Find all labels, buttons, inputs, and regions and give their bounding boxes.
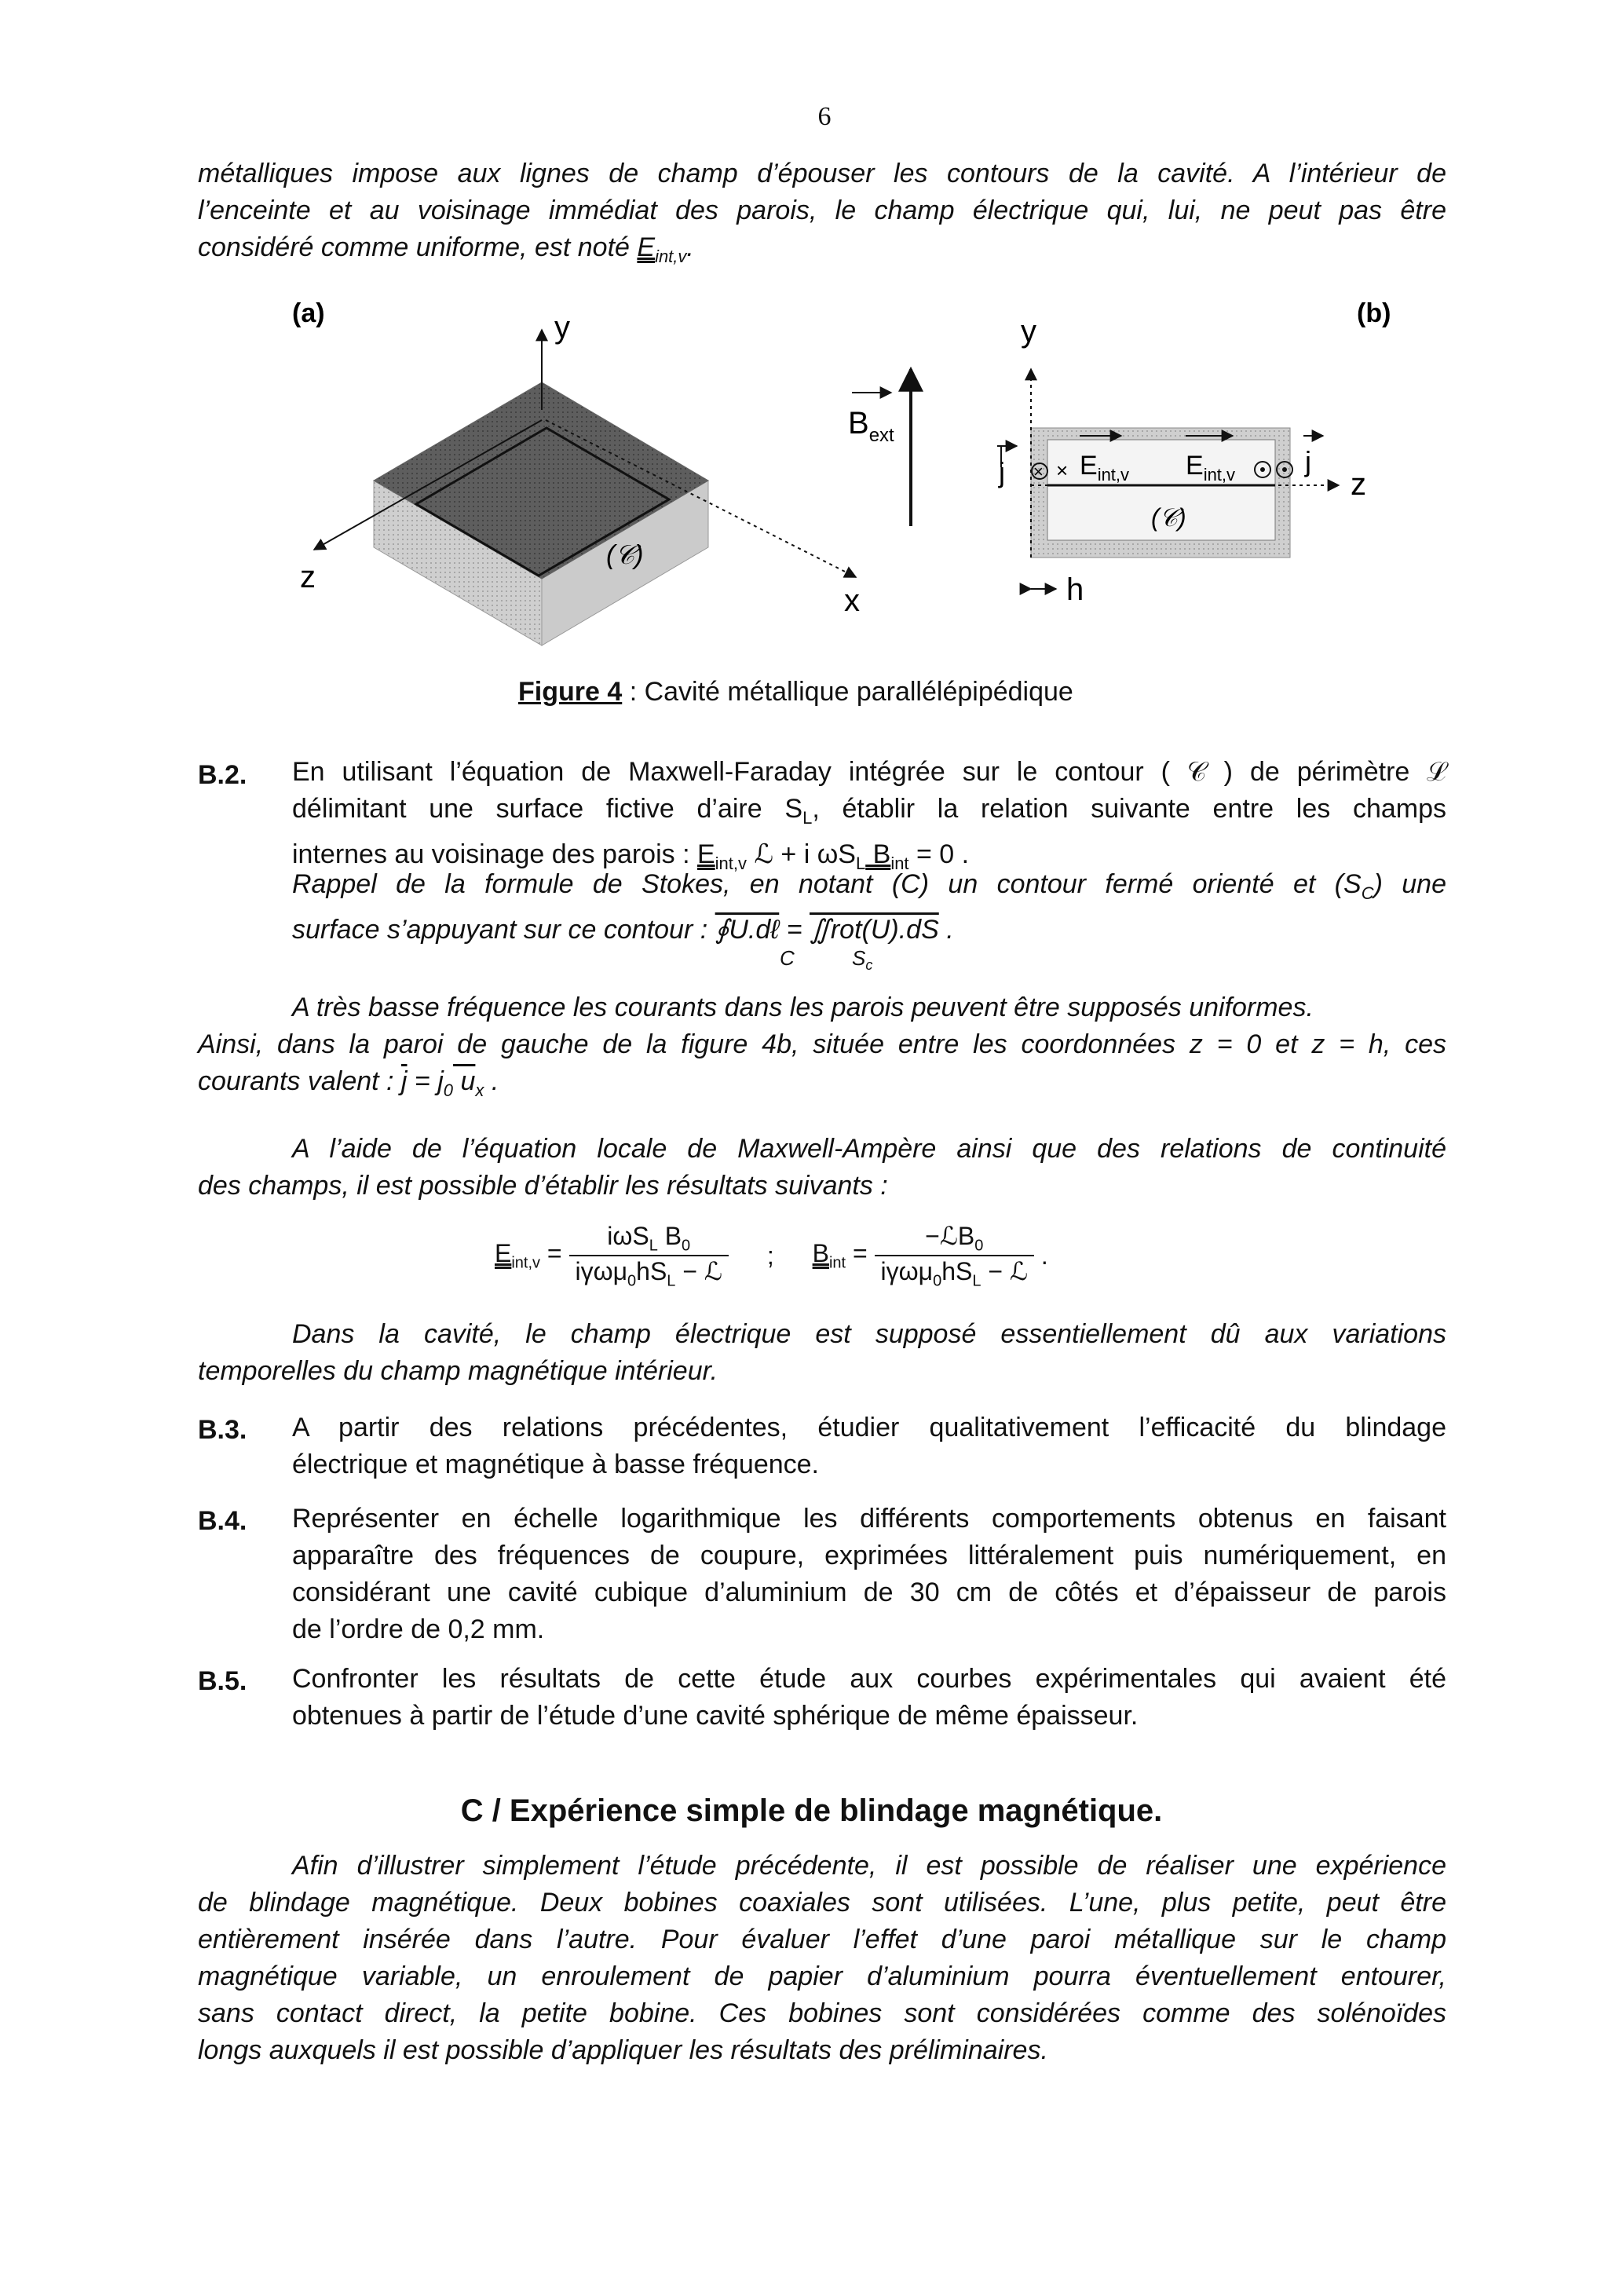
cavity-paragraph (198, 1316, 1446, 1390)
cavity-cross-section (997, 369, 1339, 589)
section-c-line-3: entièrement insérée dans l’autre. Pour évaluer l’effet d’une paroi métallique sur le champ (198, 1925, 1446, 1954)
b4-line-3: considérant une cavité cubique d’aluminium de 30 cm de côtés et d’épaisseur de parois (292, 1578, 1446, 1607)
b4-label: B.4. (198, 1506, 247, 1536)
low-frequency-paragraph (198, 989, 1446, 1109)
b2-line-2: délimitant une surface fictive d’aire $S_L$, établir la relation suivante entre les champs (292, 794, 1446, 828)
b2-line-1: En utilisant l’équation de Maxwell-Faraday intégrée sur le contour ( 𝒞 ) de périmètre ℒ (292, 757, 1446, 787)
b3-line-2: électrique et magnétique à basse fréquence. (292, 1450, 820, 1479)
h-label: h (1066, 572, 1084, 607)
stokes-line-1: Rappel de la formule de Stokes, en notant (C) un contour fermé orienté et $(S_C)$ une (292, 869, 1446, 903)
axis-y-b: y (1021, 314, 1036, 349)
formula-e-int-fraction: $\frac{i\omega S_L B_0}{i\gamma\omega\mu_0hS_L - ℒ}$ (569, 1222, 729, 1291)
contour-label-a: (𝒞) (606, 540, 644, 570)
b5-label: B.5. (198, 1666, 247, 1696)
low-line-3: courants valent : $\overline{j} = j_0$ $u_x$ . (198, 1066, 499, 1100)
axis-x-a: x (844, 583, 860, 618)
intro-line-2: l’enceinte et au voisinage immédiat des parois, le champ électrique qui, lui, ne peut pas être (198, 196, 1446, 225)
figure-caption (518, 677, 1073, 707)
low-line-2: Ainsi, dans la paroi de gauche de la figure 4b, située entre les coordonnées z = 0 et z = h, ces (198, 1029, 1446, 1059)
stokes-reminder (292, 866, 1446, 949)
formula-b-int: $B_{int}$ = (812, 1239, 868, 1272)
section-c-line-4: magnétique variable, un enroulement de papier d’aluminium pourra éventuellement entourer, (198, 1961, 1446, 1991)
section-c-line-6: longs auxquels il est possible d’appliquer les résultats des préliminaires. (198, 2035, 1048, 2065)
stokes-formula: ∮U.dℓ = ∬rot(U).dS . (715, 914, 954, 945)
stokes-contour-c: C (780, 946, 795, 970)
b4-line-1: Représenter en échelle logarithmique les différents comportements obtenus en faisant (292, 1504, 1446, 1534)
svg-text:×: × (1056, 459, 1069, 482)
field-formulas: $E_{int,v}$ = $\frac{i\omega S_L B_0}{i\gamma\omega\mu_0hS_L - ℒ}$ ; $B_{int}$ = $\frac{-ℒB_0}{i\gamma\omega\mu_0hS_L - ℒ}$ . (495, 1221, 1048, 1290)
ampere-line-2: des champs, il est possible d’établir les résultats suivants : (198, 1171, 888, 1201)
figure-4 (0, 0, 1623, 675)
b4-line-2: apparaître des fréquences de coupure, exprimées littéralement puis numériquement, en (292, 1541, 1446, 1570)
stokes-line-2: surface s’appuyant sur ce contour : ∮U.dℓ = ∬rot(U).dS . (292, 914, 954, 945)
b2-equation: E (696, 839, 715, 869)
axis-y-a: y (554, 310, 570, 345)
b5-line-2: obtenues à partir de l’étude d’une cavité sphérique de même épaisseur. (292, 1701, 1139, 1731)
section-c-paragraph (198, 1848, 1446, 2069)
e-int-label-right: $E_{int,v}$ (1186, 451, 1236, 484)
ampere-paragraph (198, 1131, 1446, 1205)
b4-line-4: de l’ordre de 0,2 mm. (292, 1614, 545, 1644)
figure-label-b: (b) (1357, 298, 1391, 328)
b-ext-label: $B_{ext}$ (848, 406, 894, 446)
b2-label: B.2. (198, 760, 247, 790)
contour-label-b: (𝒞) (1151, 503, 1186, 532)
section-c-line-1: Afin d’illustrer simplement l’étude précédente, il est possible de réaliser une expérience (292, 1851, 1446, 1881)
j-label-right: j (1305, 445, 1311, 477)
cavity-line-1: Dans la cavité, le champ électrique est supposé essentiellement dû aux variations (292, 1319, 1446, 1349)
figure-caption-title: Figure 4 (518, 677, 623, 707)
figure-label-a: (a) (292, 298, 325, 328)
b3-line-1: A partir des relations précédentes, étudier qualitativement l’efficacité du blindage (292, 1413, 1446, 1442)
intro-line-1: métalliques impose aux lignes de champ d’épouser les contours de la cavité. A l’intérieur de (198, 159, 1446, 188)
e-int-label-left: $E_{int,v}$ (1080, 451, 1130, 484)
section-c-line-2: de blindage magnétique. Deux bobines coaxiales sont utilisées. L’une, plus petite, peut être (198, 1888, 1446, 1918)
axis-z-a: z (300, 560, 316, 594)
intro-line-3: considéré comme uniforme, est noté $E_{int,v}$. (198, 232, 694, 266)
b-ext-arrow (848, 369, 911, 526)
b4-statement (292, 1501, 1446, 1648)
b3-label: B.3. (198, 1415, 247, 1445)
b2-line-3: internes au voisinage des parois : $E_{int,v}$ ℒ + i $\omega S_L$ $B_{int} = 0$ . (292, 839, 970, 873)
axis-z-b: z (1351, 467, 1366, 502)
section-c-line-5: sans contact direct, la petite bobine. Ces bobines sont considérées comme des solénoïdes (198, 1998, 1446, 2028)
b2-statement (292, 754, 1446, 882)
formula-e-int: $E_{int,v}$ = (495, 1239, 562, 1272)
formula-separator: ; (766, 1241, 774, 1270)
page-number: 6 (817, 102, 832, 131)
j-label-left: j (999, 456, 1005, 488)
section-c-heading: C / Expérience simple de blindage magnétique. (460, 1793, 1163, 1828)
figure-caption-text: : Cavité métallique parallélépipédique (622, 677, 1073, 707)
ampere-line-1: A l’aide de l’équation locale de Maxwell-Ampère ainsi que des relations de continuité (292, 1134, 1446, 1164)
cavity-3d-box (314, 330, 856, 645)
b5-statement (292, 1661, 1446, 1735)
low-line-1: A très basse fréquence les courants dans les parois peuvent être supposés uniformes. (292, 993, 1314, 1022)
b3-statement (292, 1409, 1446, 1483)
formula-b-int-fraction: $\frac{-ℒB_0}{i\gamma\omega\mu_0hS_L - ℒ}$ (875, 1221, 1034, 1291)
svg-text:×: × (1033, 462, 1044, 481)
cavity-line-2: temporelles du champ magnétique intérieur. (198, 1356, 718, 1386)
b5-line-1: Confronter les résultats de cette étude aux courbes expérimentales qui avaient été (292, 1664, 1446, 1694)
stokes-surface-sc: $S_c$ (852, 946, 873, 974)
